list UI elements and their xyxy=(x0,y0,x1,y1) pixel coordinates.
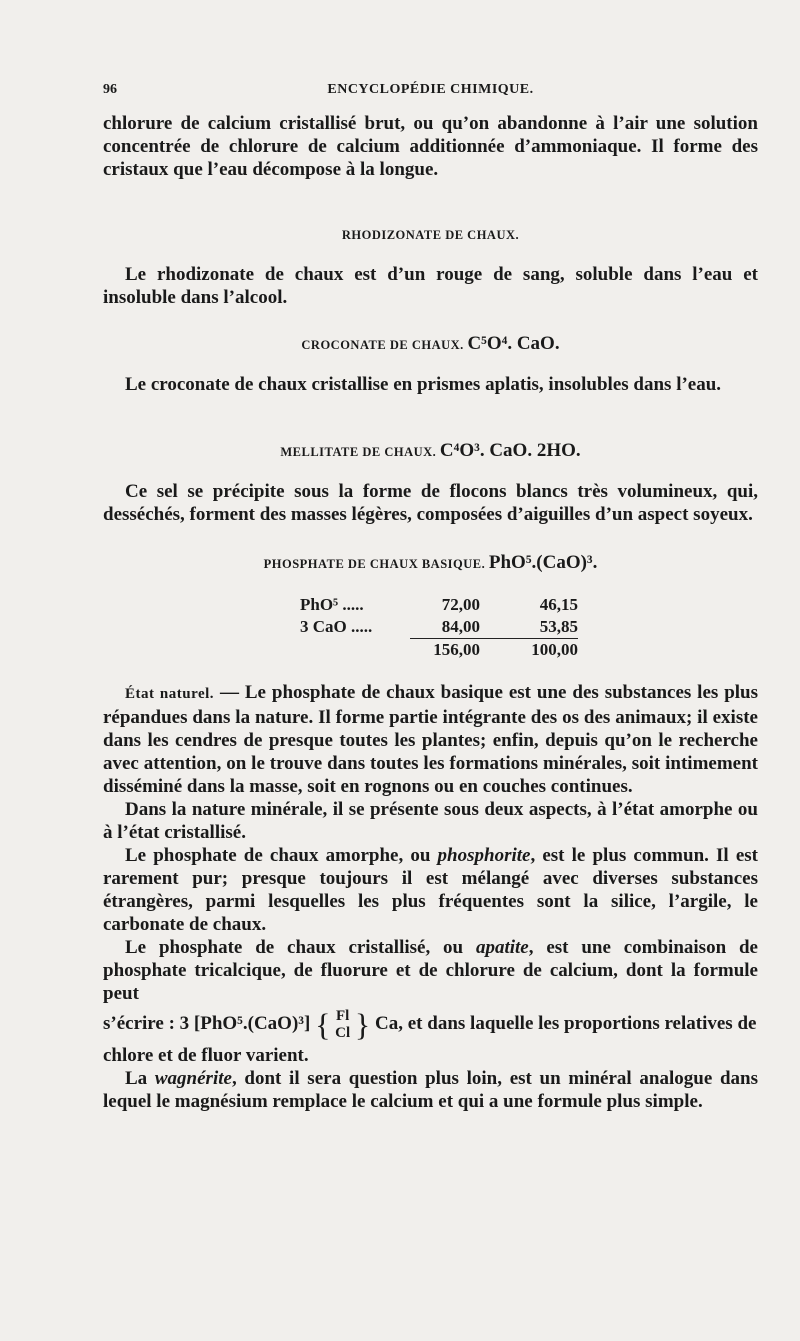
composition-table xyxy=(300,594,578,661)
phosphate-title: PHOSPHATE DE CHAUX BASIQUE. xyxy=(263,557,486,571)
apatite-formula-continuation: chlore et de fluor varient. xyxy=(103,1044,309,1066)
running-title: ENCYCLOPÉDIE CHIMIQUE. xyxy=(327,82,534,97)
composition-total-weight: 156,00 xyxy=(410,639,508,662)
intro-paragraph: chlorure de calcium cristallisé brut, ou qu’on abandonne à l’air une solution concentrée de chlorure de calcium additionnée d’ammoniaque. Il forme des cristaux que l’eau décompose à la longue. xyxy=(103,113,758,180)
phosphate-formula: PhO⁵.(CaO)³. xyxy=(488,552,598,573)
croconate-formula: C⁵O⁴. CaO. xyxy=(467,333,560,354)
section-title-phosphate xyxy=(103,552,758,574)
composition-percent: 46,15 xyxy=(539,595,578,614)
composition-percent: 53,85 xyxy=(539,617,578,636)
composition-weight: 84,00 xyxy=(441,617,480,636)
composition-label: 3 CaO ..... xyxy=(300,617,373,637)
mellitate-paragraph: Ce sel se précipite sous la forme de flocons blancs très volumineux, qui, desséchés, forment des masses légères, composées d’aiguilles d’un aspect soyeux. xyxy=(103,481,758,525)
etat-naturel-text: — Le phosphate de chaux basique est une des substances les plus répandues dans la nature. Il forme partie intégrante des os des animaux; il existe dans les cendres de presque toutes les plantes; enfin, depuis qu’on le recherche avec attention, on le trouve dans toutes les formations minérales, soit intimement disséminé dans la masse, soit en rognons ou en couches continues. xyxy=(103,682,759,797)
mellitate-formula: C⁴O³. CaO. 2HO. xyxy=(439,440,581,461)
page-number: 96 xyxy=(103,82,117,97)
wagnerite-paragraph: La wagnérite, dont il sera question plus loin, est un minéral analogue dans lequel le magnésium remplace le calcium et qui a une formule plus simple. xyxy=(103,1067,758,1112)
rhodizonate-paragraph: Le rhodizonate de chaux est d’un rouge de sang, soluble dans l’eau et insoluble dans l’alcool. xyxy=(103,264,758,308)
composition-label: PhO⁵ ..... xyxy=(300,595,364,614)
composition-weight: 72,00 xyxy=(441,595,480,614)
apatite-paragraph: Le phosphate de chaux cristallisé, ou apatite, est une combinaison de phosphate tricalcique, de fluorure et de chlorure de calcium, dont la formule peut xyxy=(103,937,758,1004)
composition-row xyxy=(300,616,578,639)
apatite-formula-line: s’écrire : 3 [PhO⁵.(CaO)³] { Fl Cl } Ca, et dans laquelle les proportions relatives de xyxy=(103,1006,757,1043)
section-title-croconate xyxy=(103,333,758,355)
croconate-paragraph: Le croconate de chaux cristallise en prismes aplatis, insolubles dans l’eau. xyxy=(125,374,722,395)
right-brace: } xyxy=(354,1006,371,1043)
etat-naturel-label: État naturel. xyxy=(125,686,215,702)
section-title-rhodizonate: RHODIZONATE DE CHAUX. xyxy=(341,228,520,242)
wagnerite-term: wagnérite xyxy=(154,1067,232,1089)
composition-total-percent: 100,00 xyxy=(508,639,578,662)
etat-naturel-paragraph xyxy=(103,681,758,798)
apatite-term: apatite xyxy=(475,937,529,958)
fluorine-chlorine-group: Fl Cl xyxy=(335,1007,351,1041)
composition-row xyxy=(300,594,578,616)
page-body xyxy=(103,112,758,1113)
composition-total-row xyxy=(300,639,578,662)
section-title-mellitate xyxy=(103,440,758,462)
left-brace: { xyxy=(315,1006,331,1043)
aspects-paragraph: Dans la nature minérale, il se présente sous deux aspects, à l’état amorphe ou à l’état cristallisé. xyxy=(103,799,758,843)
mellitate-title: MELLITATE DE CHAUX. xyxy=(280,445,437,459)
page-header xyxy=(103,82,758,102)
phosphorite-paragraph: Le phosphate de chaux amorphe, ou phosphorite, est le plus commun. Il est rarement pur; presque toujours il est mélangé avec diverses substances étrangères, parmi lesquelles les plus fréquentes sont la silice, l’argile, le carbonate de chaux. xyxy=(103,845,758,935)
phosphorite-term: phosphorite xyxy=(437,845,531,866)
croconate-title: CROCONATE DE CHAUX. xyxy=(301,338,464,352)
